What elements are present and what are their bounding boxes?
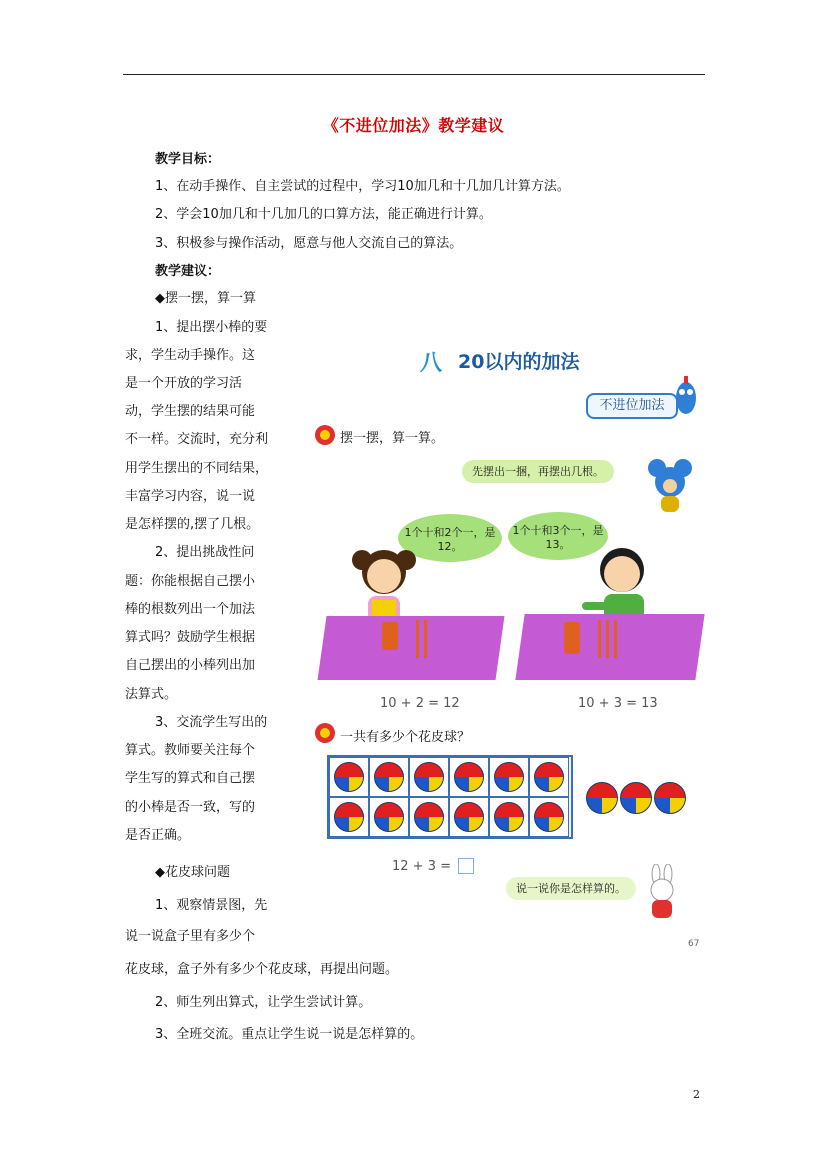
ball-outside bbox=[620, 782, 652, 814]
right-table bbox=[515, 614, 704, 680]
box-cell bbox=[369, 757, 409, 797]
part1-line: 棒的根数列出一个加法 bbox=[125, 602, 256, 617]
boy-character-icon bbox=[580, 542, 654, 622]
ball-in-box bbox=[414, 762, 444, 792]
box-cell bbox=[369, 797, 409, 837]
part1-line: 自己摆出的小棒列出加 bbox=[125, 658, 256, 673]
part1-line: 用学生摆出的不同结果， bbox=[125, 461, 269, 476]
box-cell bbox=[529, 757, 569, 797]
goal-item: 3、积极参与操作活动，愿意与他人交流自己的算法。 bbox=[155, 236, 463, 251]
box-cell bbox=[489, 797, 529, 837]
part1-line: 是否正确。 bbox=[125, 828, 191, 843]
stick bbox=[424, 620, 427, 658]
goal-item: 1、在动手操作、自主尝试的过程中，学习10加几和十几加几计算方法。 bbox=[155, 179, 570, 194]
part1-line: 动，学生摆的结果可能 bbox=[125, 404, 256, 419]
part1-title: ◆摆一摆，算一算 bbox=[155, 291, 256, 306]
box-cell bbox=[409, 757, 449, 797]
part2-line: 花皮球，盒子外有多少个花皮球，再提出问题。 bbox=[125, 962, 399, 977]
section2-label: 一共有多少个花皮球？ bbox=[340, 730, 471, 745]
part1-line: 是怎样摆的,摆了几根。 bbox=[125, 517, 260, 532]
ball-in-box bbox=[374, 762, 404, 792]
part1-line: 是一个开放的学习活 bbox=[125, 376, 243, 391]
box-cell bbox=[329, 797, 369, 837]
boy-thought-cloud: 1个十和3个一，是13。 bbox=[508, 512, 608, 560]
part1-line: 题：你能根据自己摆小 bbox=[125, 574, 256, 589]
ball-in-box bbox=[414, 802, 444, 832]
equation-2: 10 + 3 = 13 bbox=[578, 696, 658, 711]
part1-line: 不一样。交流时，充分利 bbox=[125, 432, 269, 447]
box-cell bbox=[449, 797, 489, 837]
stick bbox=[598, 620, 601, 658]
part1-line: 丰富学习内容，说一说 bbox=[125, 489, 256, 504]
part2-line: 2、师生列出算式，让学生尝试计算。 bbox=[155, 995, 372, 1010]
box-cell bbox=[529, 797, 569, 837]
ball-in-box bbox=[454, 762, 484, 792]
ball-in-box bbox=[494, 762, 524, 792]
equation-1: 10 + 2 = 12 bbox=[380, 696, 460, 711]
page-title: 《不进位加法》教学建议 bbox=[322, 116, 505, 135]
part1-line: 算式。教师要关注每个 bbox=[125, 743, 256, 758]
mouse-character-icon bbox=[645, 456, 695, 516]
mouse-speech-bubble: 先摆出一捆，再摆出几根。 bbox=[462, 460, 614, 483]
pencil-character-icon bbox=[672, 376, 700, 426]
part1-line: 法算式。 bbox=[125, 687, 178, 702]
header-rule bbox=[123, 74, 705, 75]
flower-icon bbox=[314, 424, 336, 446]
box-cell bbox=[489, 757, 529, 797]
box-cell bbox=[409, 797, 449, 837]
part2-title: ◆花皮球问题 bbox=[155, 865, 230, 880]
part1-line: 算式吗？鼓励学生根据 bbox=[125, 630, 256, 645]
part1-line: 2、提出挑战性问 bbox=[155, 545, 255, 560]
ball-box bbox=[327, 755, 573, 839]
stick bbox=[416, 620, 419, 658]
ball-in-box bbox=[334, 802, 364, 832]
part1-line: 的小棒是否一致，写的 bbox=[125, 800, 256, 815]
section1-label: 摆一摆，算一算。 bbox=[340, 431, 445, 446]
stick bbox=[606, 620, 609, 658]
equation-3: 12 + 3 = bbox=[392, 859, 451, 874]
part2-line: 3、全班交流。重点让学生说一说是怎样算的。 bbox=[155, 1027, 424, 1042]
suggest-heading: 教学建议： bbox=[155, 264, 221, 279]
part1-line: 学生写的算式和自己摆 bbox=[125, 771, 256, 786]
goals-heading: 教学目标： bbox=[155, 152, 221, 167]
part2-line: 说一说盒子里有多少个 bbox=[125, 929, 256, 944]
stick-bundle bbox=[382, 622, 398, 650]
page-number: 2 bbox=[693, 1088, 700, 1101]
ball-in-box bbox=[534, 762, 564, 792]
lesson-tag: 不进位加法 bbox=[586, 393, 678, 419]
ball-in-box bbox=[494, 802, 524, 832]
part1-line: 求，学生动手操作。这 bbox=[125, 348, 256, 363]
box-cell bbox=[449, 757, 489, 797]
girl-thought-cloud: 1个十和2个一，是12。 bbox=[398, 514, 502, 562]
stick-bundle bbox=[564, 622, 580, 654]
rabbit-character-icon bbox=[642, 864, 682, 920]
answer-box bbox=[458, 858, 474, 874]
ball-in-box bbox=[534, 802, 564, 832]
ball-in-box bbox=[334, 762, 364, 792]
ball-in-box bbox=[454, 802, 484, 832]
rabbit-speech-bubble: 说一说你是怎样算的。 bbox=[506, 877, 636, 900]
textbook-illustration bbox=[310, 338, 710, 958]
girl-character-icon bbox=[350, 544, 418, 624]
goal-item: 2、学会10加几和十几加几的口算方法，能正确进行计算。 bbox=[155, 207, 492, 222]
box-cell bbox=[329, 757, 369, 797]
flower-icon bbox=[314, 722, 336, 744]
textbook-page-number: 67 bbox=[688, 939, 700, 949]
part1-line: 3、交流学生写出的 bbox=[155, 715, 268, 730]
stick bbox=[614, 620, 617, 658]
left-table bbox=[318, 616, 505, 680]
part2-line: 1、观察情景图，先 bbox=[155, 898, 268, 913]
chapter-number: 八 bbox=[420, 351, 443, 376]
ball-outside bbox=[586, 782, 618, 814]
ball-in-box bbox=[374, 802, 404, 832]
ball-outside bbox=[654, 782, 686, 814]
chapter-title: 20以内的加法 bbox=[458, 351, 580, 373]
part1-line: 1、提出摆小棒的要 bbox=[155, 320, 268, 335]
